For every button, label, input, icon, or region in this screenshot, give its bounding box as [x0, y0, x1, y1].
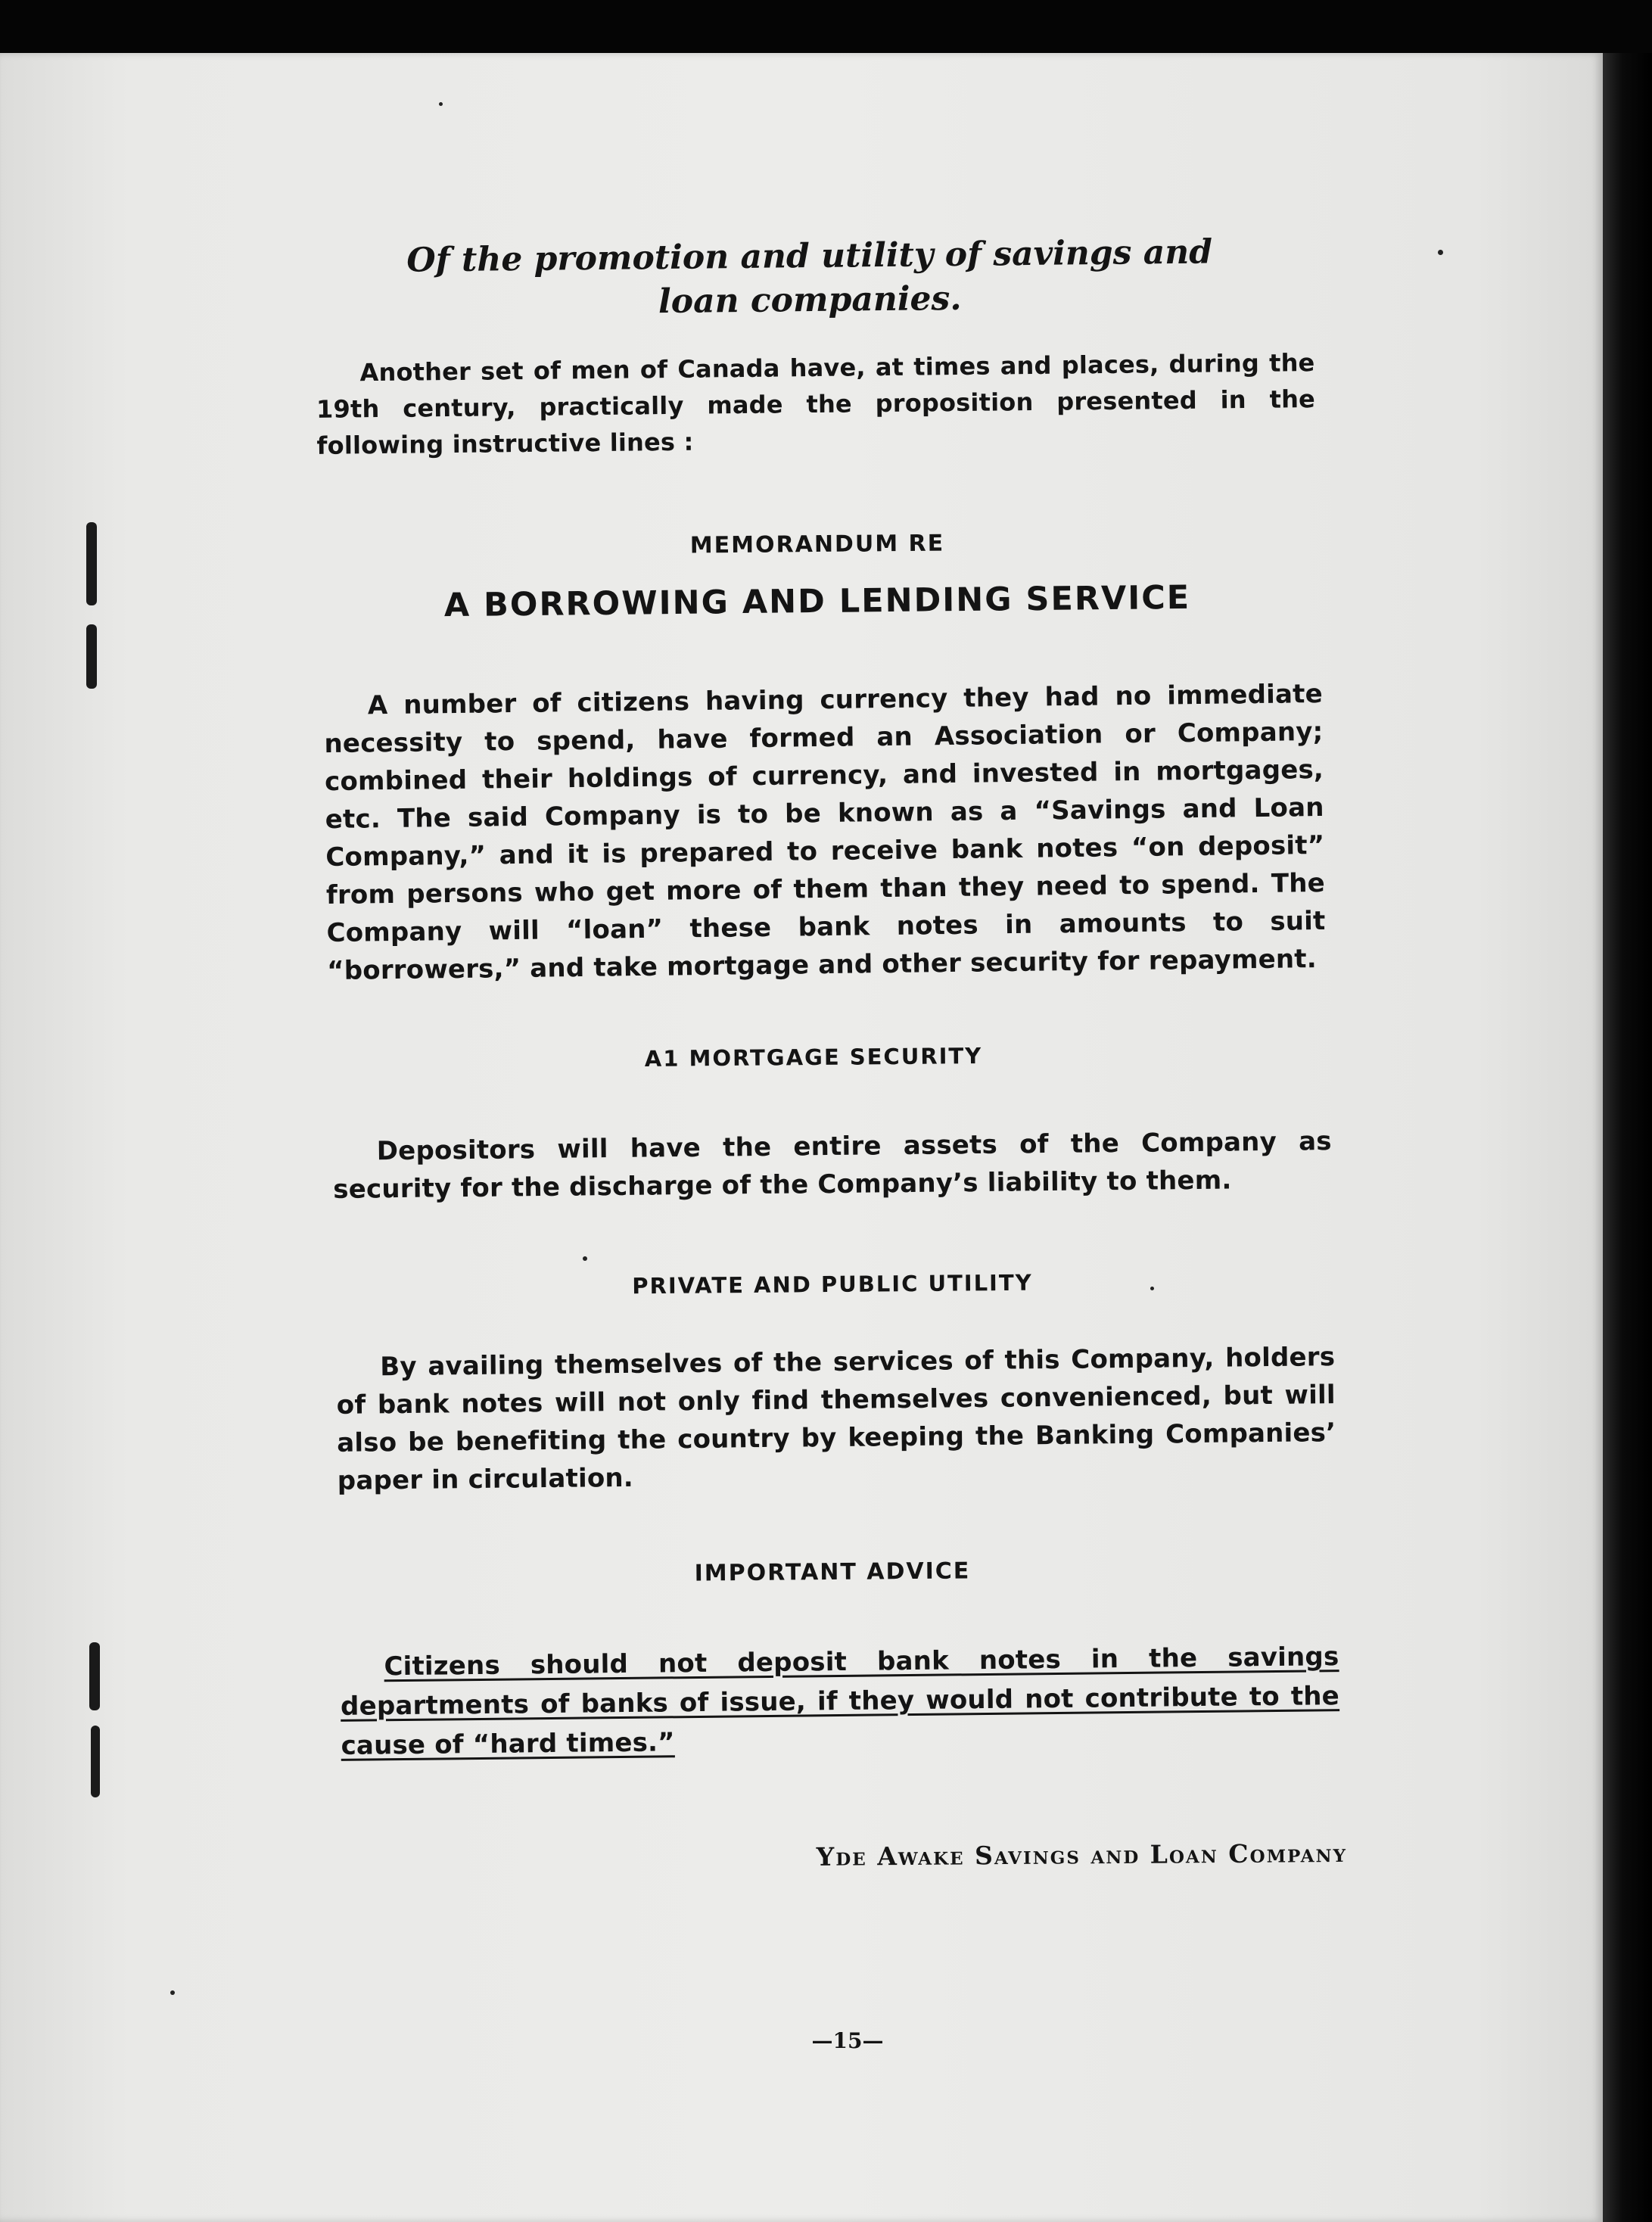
service-text: A number of citizens having currency they had no immediate necessity to spend, have formed an Association or Company; combined their holdings of currency, and invested in mortgages, etc. The said Company is to be known as a “Savings and Loan Company,” and it is prepared to receive bank notes “on deposit” from persons who get more of them than they need to spend. The Company will “loan” these bank notes in amounts to suit “borrowers,” and take mortgage and other security for repayment. [324, 678, 1326, 987]
margin-mark [89, 1642, 100, 1710]
main-heading: A BORROWING AND LENDING SERVICE [443, 578, 1191, 625]
scan-speck [583, 1256, 587, 1261]
page-edge-shadow [1603, 53, 1652, 2222]
memorandum-label: MEMORANDUM RE [689, 530, 945, 559]
depositors-text: Depositors will have the entire assets of the Company as security for the discharge of the Company’s liability to them. [333, 1126, 1332, 1205]
margin-mark [86, 522, 97, 605]
advice-paragraph [340, 1637, 1340, 1766]
important-advice-heading: IMPORTANT ADVICE [694, 1558, 971, 1587]
scan-speck [1438, 250, 1443, 255]
mortgage-security-heading: A1 MORTGAGE SECURITY [644, 1043, 983, 1072]
scan-speck [439, 102, 443, 106]
utility-paragraph [336, 1338, 1336, 1500]
advice-text: Citizens should not deposit bank notes in the savings departments of banks of issue, if they would not contribute to the cause of “hard times.” [340, 1642, 1340, 1761]
page-title: Of the promotion and utility of savings and loan companies. [406, 232, 1213, 322]
service-paragraph [324, 675, 1327, 990]
intro-paragraph [316, 344, 1315, 464]
page-content [0, 53, 1603, 2222]
scan-speck [170, 1990, 175, 1995]
depositors-paragraph [333, 1122, 1333, 1209]
document-page [0, 53, 1603, 2222]
intro-text: Another set of men of Canada have, at times and places, during the 19th century, practically made the proposition presented in the following instructive lines : [316, 348, 1316, 460]
utility-heading: PRIVATE AND PUBLIC UTILITY [632, 1269, 1033, 1299]
utility-text: By availing themselves of the services of this Company, holders of bank notes will not only find themselves convenienced, but will also be benefiting the country by keeping the Banking Companies’ paper in circulation. [336, 1342, 1336, 1496]
scan-speck [1150, 1287, 1154, 1290]
margin-mark [91, 1726, 100, 1797]
page-number: —15— [811, 2028, 884, 2053]
margin-mark [86, 624, 97, 689]
company-signature: Yde Awake Savings and Loan Company [816, 1838, 1348, 1872]
